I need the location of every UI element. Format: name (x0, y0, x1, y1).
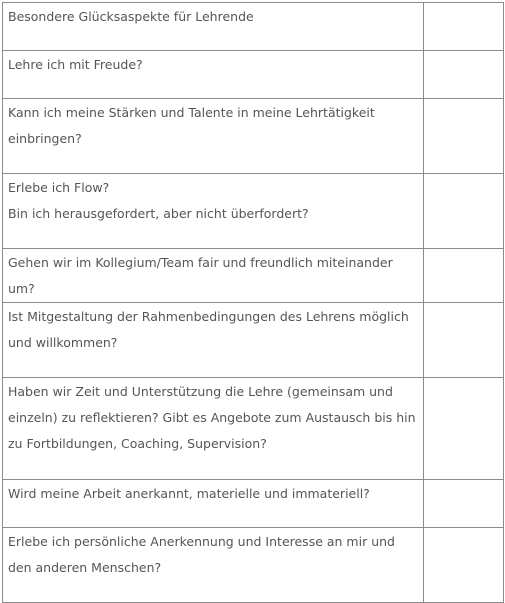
table-row (3, 378, 504, 480)
answer-cell (424, 303, 504, 378)
answer-cell (424, 249, 504, 303)
question-text: Erlebe ich Flow? (8, 180, 110, 195)
question-text: Bin ich herausgefordert, aber nicht überfordert? (8, 206, 309, 221)
question-cell (3, 480, 424, 528)
answer-cell (424, 174, 504, 249)
table-row (3, 249, 504, 303)
question-text: Besondere Glücksaspekte für Lehrende (8, 9, 254, 24)
answer-cell (424, 480, 504, 528)
question-text: Wird meine Arbeit anerkannt, materielle und immateriell? (8, 486, 370, 501)
question-text: Lehre ich mit Freude? (8, 57, 143, 72)
question-cell (3, 378, 424, 480)
answer-cell (424, 528, 504, 603)
question-cell (3, 51, 424, 99)
question-cell (3, 99, 424, 174)
question-cell (3, 3, 424, 51)
question-text: Kann ich meine Stärken und Talente in meine Lehrtätigkeit einbringen? (8, 105, 375, 146)
table-row (3, 528, 504, 603)
question-cell (3, 249, 424, 303)
answer-cell (424, 51, 504, 99)
answer-cell (424, 99, 504, 174)
question-cell (3, 528, 424, 603)
table-row-header (3, 3, 504, 51)
happiness-checklist-table (2, 2, 504, 603)
answer-cell (424, 3, 504, 51)
question-text: Erlebe ich persönliche Anerkennung und Interesse an mir und den anderen Menschen? (8, 534, 395, 575)
question-text: Ist Mitgestaltung der Rahmenbedingungen des Lehrens möglich und willkommen? (8, 309, 409, 350)
table-row (3, 174, 504, 249)
question-text: Haben wir Zeit und Unterstützung die Lehre (gemeinsam und einzeln) zu reflektieren? Gibt es Angebote zum Austausch bis hin zu Fortbildungen, Coaching, Supervision? (8, 384, 416, 451)
question-cell (3, 303, 424, 378)
table-row (3, 480, 504, 528)
table-row (3, 303, 504, 378)
question-text: Gehen wir im Kollegium/Team fair und freundlich miteinander um? (8, 255, 393, 296)
answer-cell (424, 378, 504, 480)
table-row (3, 51, 504, 99)
table-row (3, 99, 504, 174)
question-cell (3, 174, 424, 249)
